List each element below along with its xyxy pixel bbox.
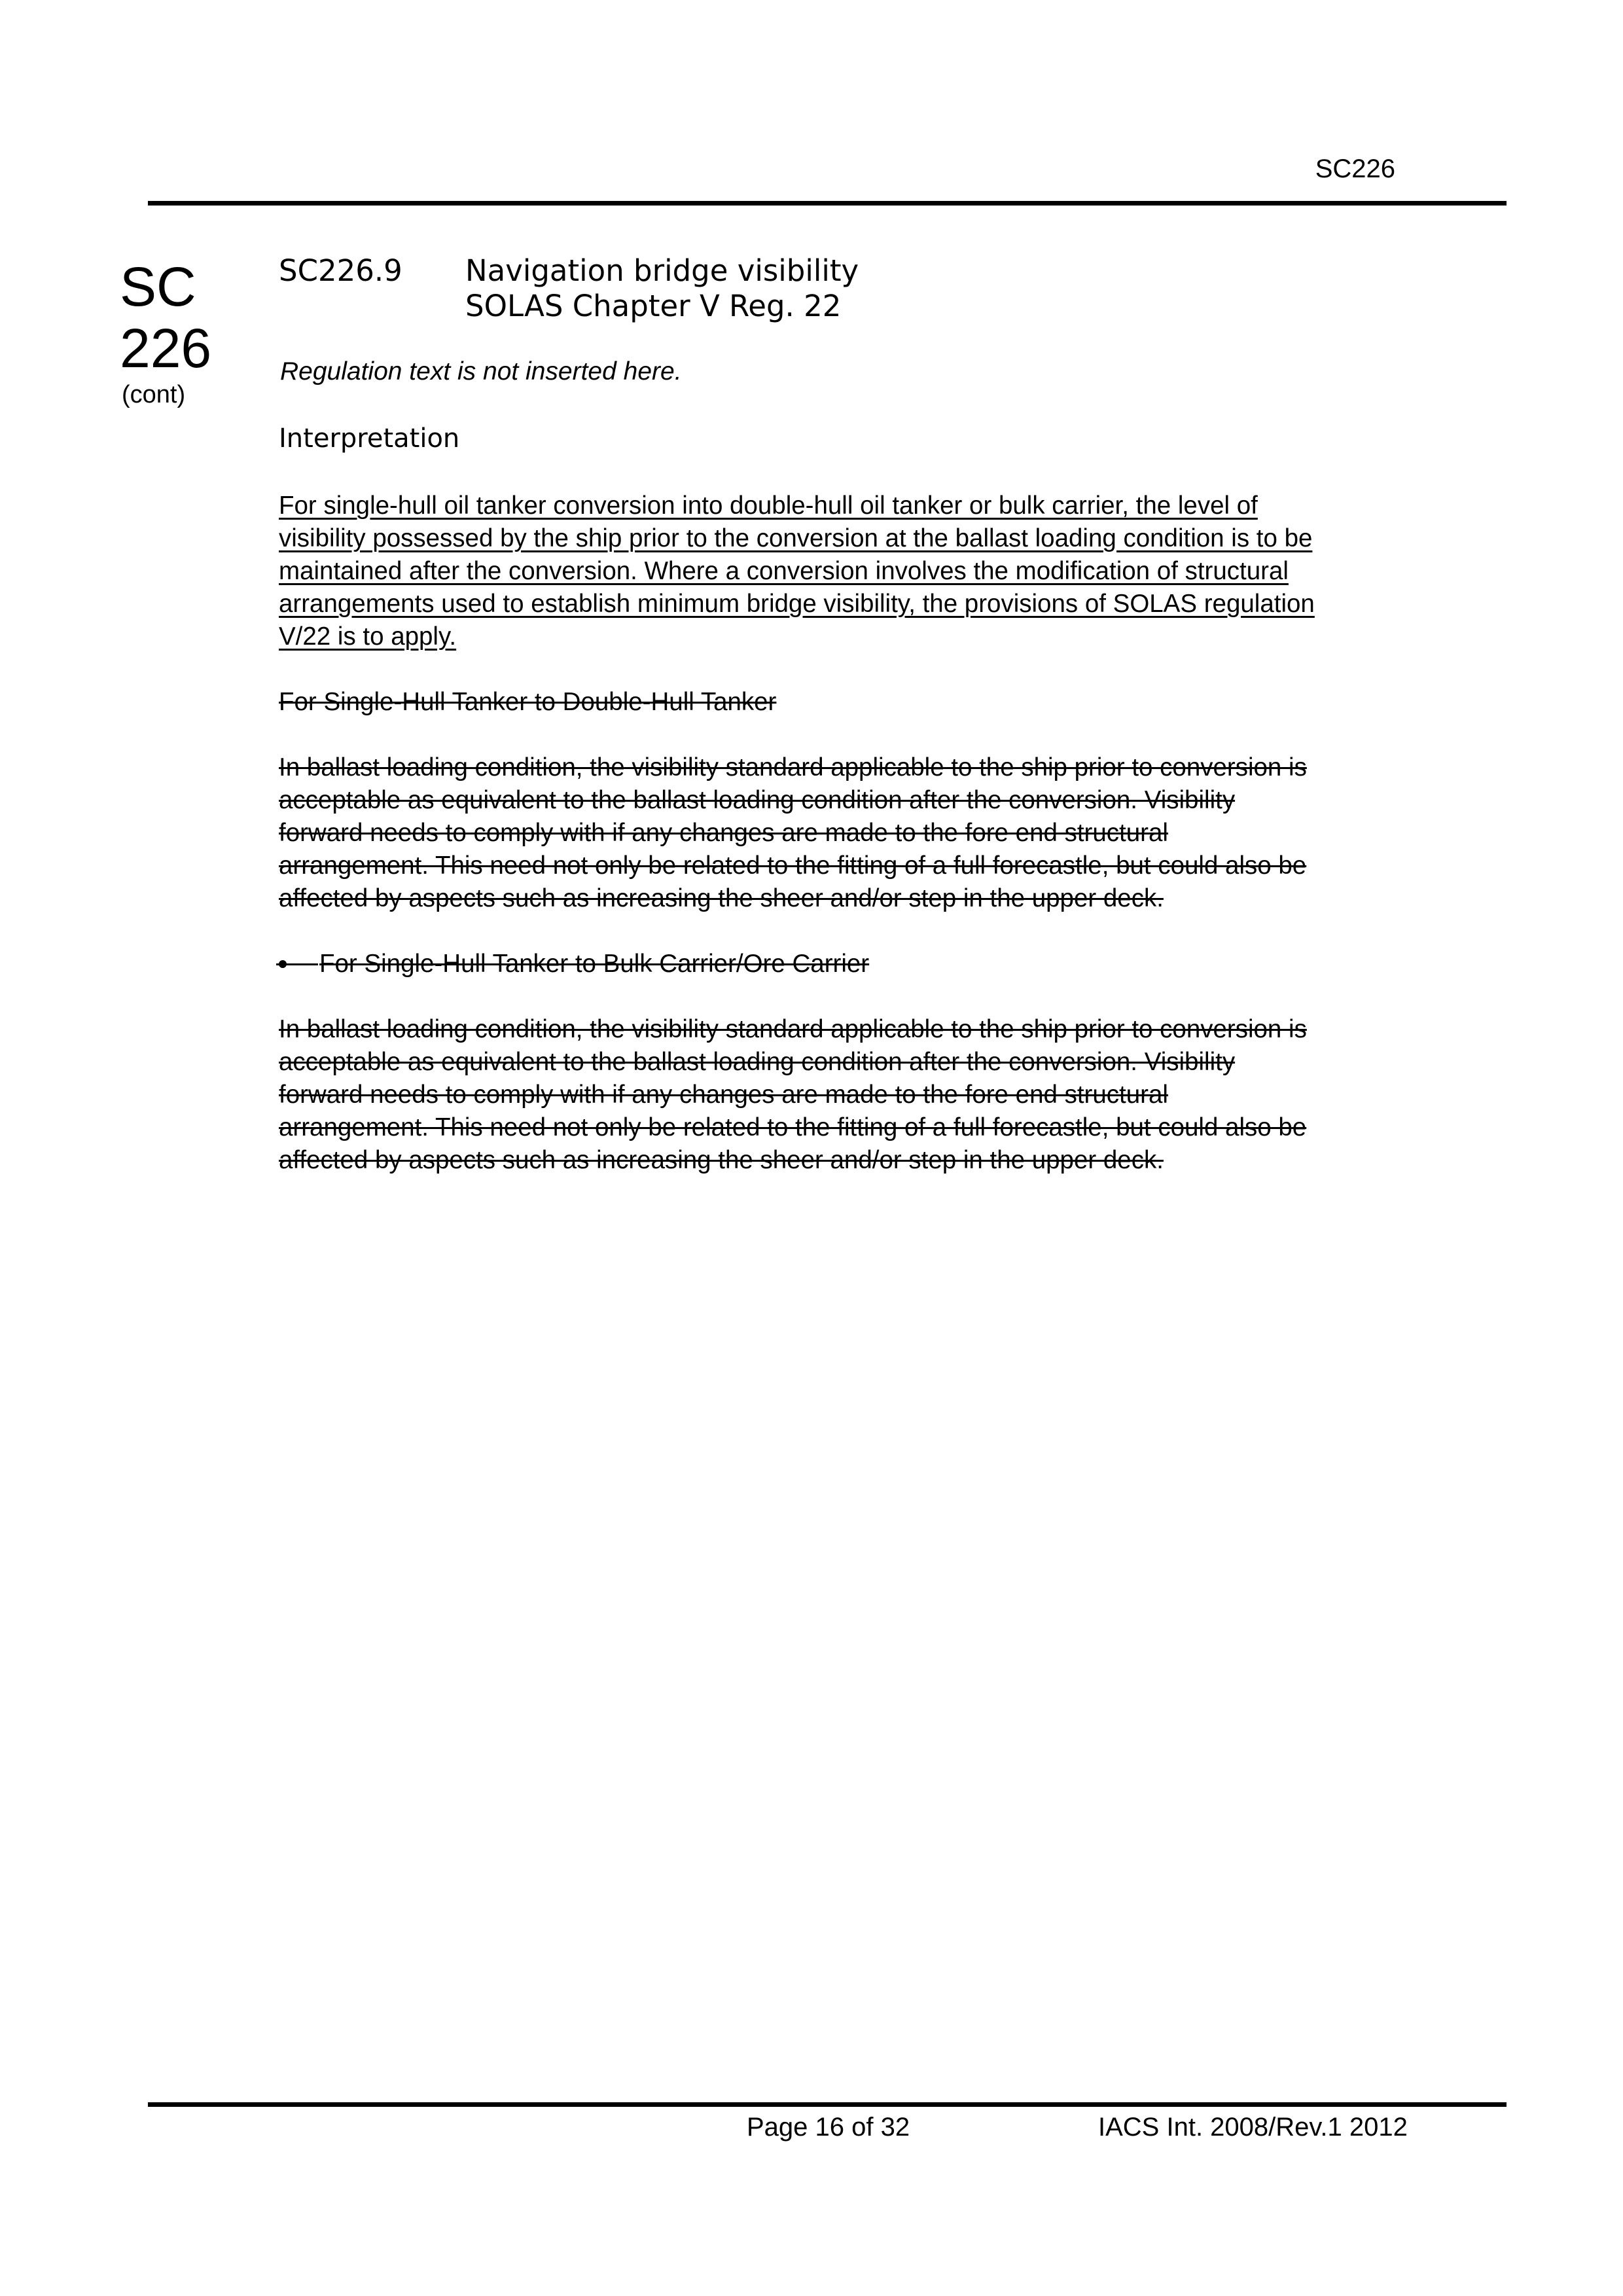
- paragraph-line: In ballast loading condition, the visibility standard applicable to the ship prior to conversion is: [279, 753, 1307, 781]
- paragraph-line: maintained after the conversion. Where a conversion involves the modification of structural: [279, 557, 1289, 585]
- paragraph-line: acceptable as equivalent to the ballast loading condition after the conversion. Visibility: [279, 786, 1236, 814]
- deleted-paragraph-1: [279, 751, 1444, 915]
- paragraph-line: affected by aspects such as increasing the sheer and/or step in the upper deck.: [279, 884, 1164, 912]
- paragraph-line: forward needs to comply with if any changes are made to the fore end structural: [279, 1081, 1168, 1109]
- deleted-heading-1-text: For Single-Hull Tanker to Double-Hull Tanker: [279, 688, 777, 716]
- page-number: Page 16 of 32: [747, 2113, 910, 2142]
- paragraph-line: affected by aspects such as increasing the sheer and/or step in the upper deck.: [279, 1146, 1164, 1174]
- bullet-icon: [279, 960, 287, 968]
- deleted-heading-2-text: For Single-Hull Tanker to Bulk Carrier/Ore Carrier: [319, 950, 870, 978]
- paragraph-line: V/22 is to apply.: [279, 622, 457, 651]
- header-code: SC226: [1315, 154, 1395, 183]
- regulation-note: Regulation text is not inserted here.: [280, 357, 682, 386]
- paragraph-line: acceptable as equivalent to the ballast loading condition after the conversion. Visibility: [279, 1048, 1236, 1076]
- interpretation-paragraph: [279, 490, 1444, 653]
- sidebar-number: 226: [120, 317, 212, 379]
- deleted-paragraph-2: [279, 1013, 1444, 1177]
- paragraph-line: visibility possessed by the ship prior to the conversion at the ballast loading condition is to be: [279, 524, 1313, 552]
- section-reference: SOLAS Chapter V Reg. 22: [465, 289, 842, 323]
- footer-rule: [148, 2102, 1507, 2107]
- header-rule: [148, 201, 1507, 206]
- section-number: SC226.9: [279, 253, 402, 288]
- paragraph-line: For single-hull oil tanker conversion into double-hull oil tanker or bulk carrier, the level of: [279, 492, 1258, 520]
- sidebar-sc: SC: [120, 256, 196, 317]
- section-title: Navigation bridge visibility: [465, 253, 859, 288]
- paragraph-line: arrangement. This need not only be related to the fitting of a full forecastle, but could also be: [279, 1113, 1307, 1141]
- paragraph-line: arrangement. This need not only be related to the fitting of a full forecastle, but could also be: [279, 852, 1307, 880]
- deleted-heading-1: [279, 686, 1444, 719]
- paragraph-line: forward needs to comply with if any changes are made to the fore end structural: [279, 819, 1168, 847]
- deleted-heading-2: [279, 948, 1444, 980]
- document-reference: IACS Int. 2008/Rev.1 2012: [1098, 2113, 1408, 2142]
- paragraph-line: In ballast loading condition, the visibility standard applicable to the ship prior to conversion is: [279, 1015, 1307, 1043]
- sidebar-cont: (cont): [122, 381, 186, 408]
- interpretation-label: Interpretation: [279, 423, 460, 454]
- paragraph-line: arrangements used to establish minimum bridge visibility, the provisions of SOLAS regulation: [279, 590, 1315, 618]
